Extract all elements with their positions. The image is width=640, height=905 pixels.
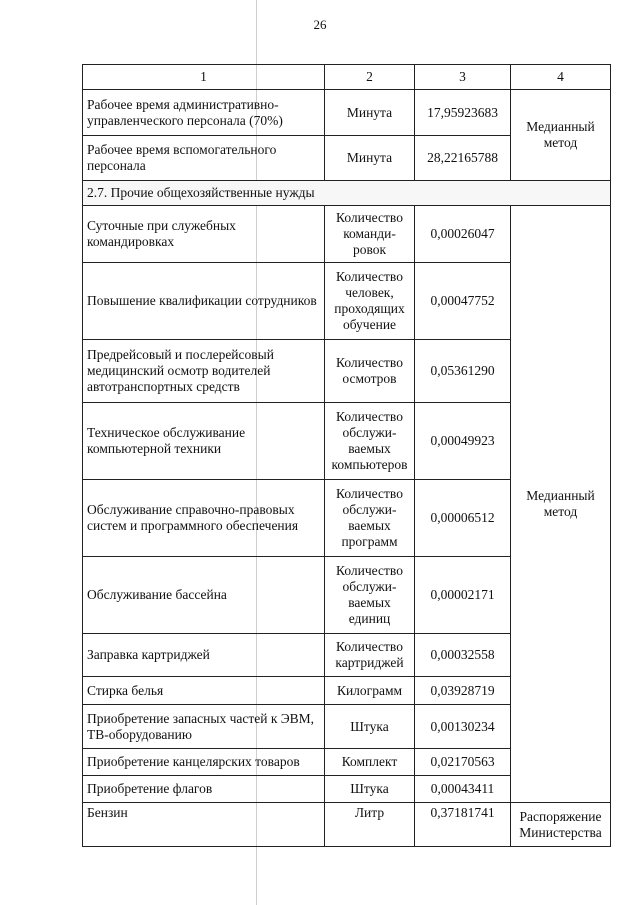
row-name: Приобретение флагов <box>83 776 325 803</box>
table-row <box>83 803 611 847</box>
row-unit: Количество человек, проходящих обучение <box>325 263 415 340</box>
row-unit: Количество картриджей <box>325 634 415 677</box>
row-value: 0,00130234 <box>415 705 511 749</box>
row-unit: Минута <box>325 90 415 136</box>
header-col-1: 1 <box>83 65 325 90</box>
row-name: Предрейсовый и послерейсовый медицинский осмотр водителей автотранспортных средств <box>83 340 325 403</box>
header-col-4: 4 <box>511 65 611 90</box>
row-name: Стирка белья <box>83 677 325 705</box>
row-value: 0,00002171 <box>415 557 511 634</box>
row-unit: Количество осмотров <box>325 340 415 403</box>
row-value: 0,00043411 <box>415 776 511 803</box>
row-name: Обслуживание бассейна <box>83 557 325 634</box>
row-method: Распоряжение Министерства <box>511 803 611 847</box>
row-name: Суточные при служебных командировках <box>83 206 325 263</box>
row-value: 0,37181741 <box>415 803 511 847</box>
row-value: 28,22165788 <box>415 136 511 181</box>
row-value: 0,00047752 <box>415 263 511 340</box>
table-header-row <box>83 65 611 90</box>
row-name: Приобретение запасных частей к ЭВМ, ТВ-оборудованию <box>83 705 325 749</box>
row-value: 0,03928719 <box>415 677 511 705</box>
row-unit: Минута <box>325 136 415 181</box>
row-value: 17,95923683 <box>415 90 511 136</box>
row-unit: Количество команди-ровок <box>325 206 415 263</box>
row-value: 0,00032558 <box>415 634 511 677</box>
row-name: Бензин <box>83 803 325 847</box>
header-col-3: 3 <box>415 65 511 90</box>
row-method: Медианный метод <box>511 90 611 181</box>
table-row <box>83 90 611 136</box>
row-unit: Штука <box>325 705 415 749</box>
row-unit: Количество обслужи-ваемых компьютеров <box>325 403 415 480</box>
header-col-2: 2 <box>325 65 415 90</box>
page-number: 26 <box>313 17 327 32</box>
row-name: Рабочее время вспомогательного персонала <box>83 136 325 181</box>
row-unit: Количество обслужи-ваемых единиц <box>325 557 415 634</box>
row-unit: Количество обслужи-ваемых программ <box>325 480 415 557</box>
row-name: Заправка картриджей <box>83 634 325 677</box>
row-value: 0,00026047 <box>415 206 511 263</box>
row-value: 0,00049923 <box>415 403 511 480</box>
row-name: Обслуживание справочно-правовых систем и программного обеспечения <box>83 480 325 557</box>
row-value: 0,02170563 <box>415 749 511 776</box>
row-unit: Литр <box>325 803 415 847</box>
row-name: Повышение квалификации сотрудников <box>83 263 325 340</box>
row-name: Приобретение канцелярских товаров <box>83 749 325 776</box>
row-value: 0,05361290 <box>415 340 511 403</box>
table-row <box>83 206 611 263</box>
row-unit: Штука <box>325 776 415 803</box>
section-row <box>83 181 611 206</box>
row-name: Рабочее время административно-управленческого персонала (70%) <box>83 90 325 136</box>
row-unit: Килограмм <box>325 677 415 705</box>
row-method: Медианный метод <box>511 206 611 803</box>
row-unit: Комплект <box>325 749 415 776</box>
row-name: Техническое обслуживание компьютерной техники <box>83 403 325 480</box>
section-title: 2.7. Прочие общехозяйственные нужды <box>83 181 611 206</box>
norms-table <box>82 64 611 847</box>
row-value: 0,00006512 <box>415 480 511 557</box>
